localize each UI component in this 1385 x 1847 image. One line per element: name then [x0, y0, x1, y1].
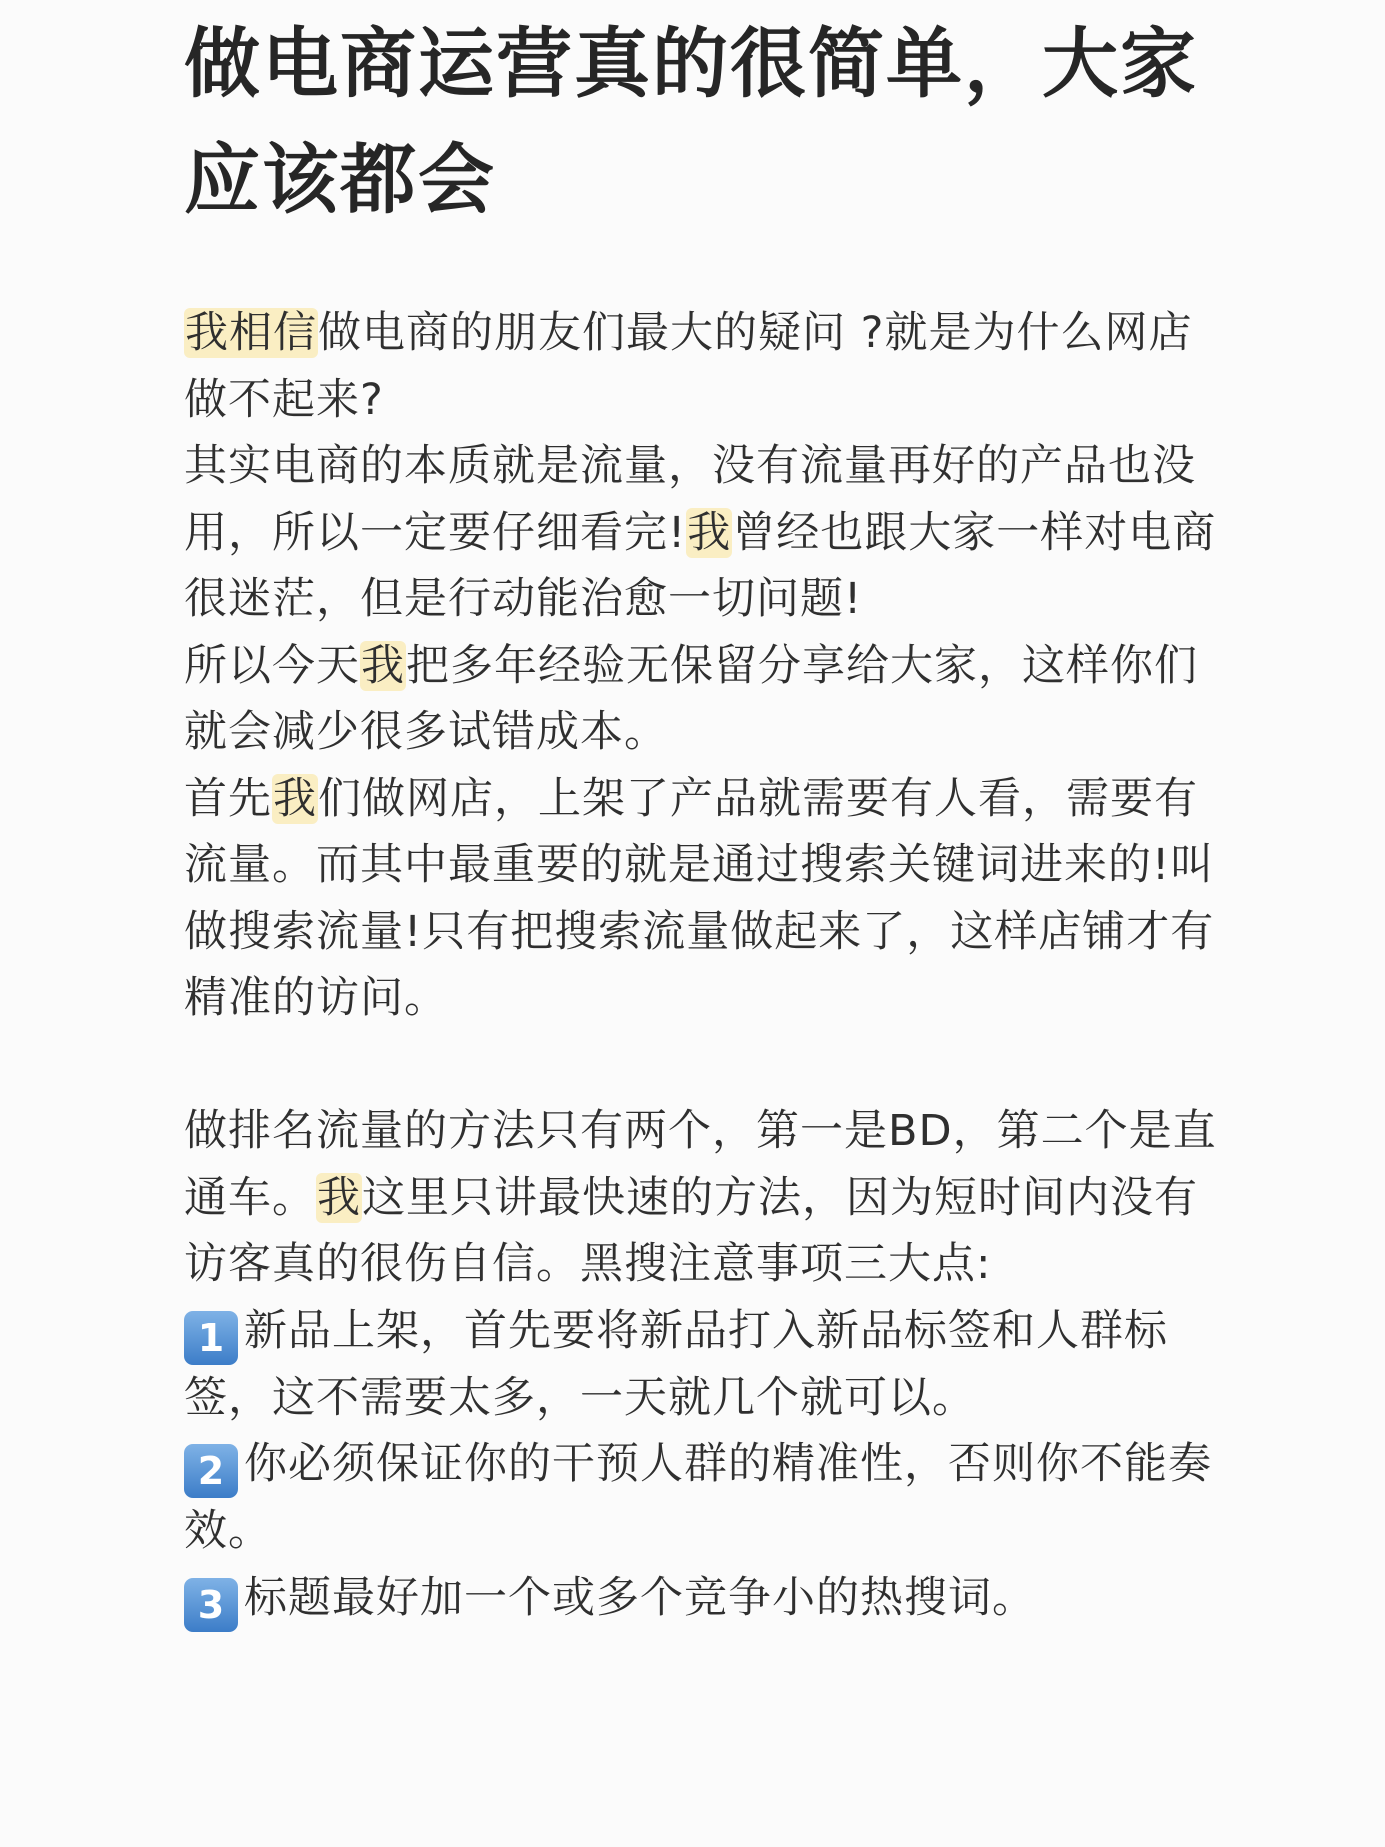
point-text: 你必须保证你的干预人群的精准性，否则你不能奏效。 — [184, 1439, 1212, 1556]
paragraph-text: 做电商的朋友们最大的疑问 ?就是为什么网店做不起来? — [184, 308, 1193, 425]
paragraph-text: 这里只讲最快速的方法，因为短时间内没有访客真的很伤自信。黑搜注意事项三大点: — [184, 1172, 1198, 1289]
keycap-1-icon: 1 — [184, 1311, 238, 1365]
keycap-2-icon: 2 — [184, 1444, 238, 1498]
point-text: 标题最好加一个或多个竞争小的热搜词。 — [244, 1572, 1036, 1623]
paragraph-intro — [184, 300, 1225, 433]
paragraph-methods — [184, 1098, 1225, 1298]
highlighted-text: 我 — [317, 1172, 361, 1223]
list-item-point-2 — [184, 1431, 1225, 1565]
highlighted-text: 我 — [687, 507, 732, 558]
highlighted-text: 我 — [361, 640, 405, 691]
highlighted-text: 我相信 — [185, 308, 317, 358]
article-body — [184, 300, 1225, 1632]
highlighted-text: 我 — [273, 773, 317, 824]
paragraph-spacer — [184, 1032, 1225, 1099]
paragraph-essence — [184, 433, 1225, 633]
paragraph-text: 做排名流量的方法只有两个，第一是BD，第二个是直通车。 — [184, 1106, 1217, 1223]
list-item-point-3 — [184, 1565, 1225, 1632]
article-title: 做电商运营真的很简单，大家应该都会 — [184, 19, 1198, 224]
paragraph-text: 们做网店，上架了产品就需要有人看，需要有流量。而其中最重要的就是通过搜索关键词进来的!叫做搜索流量!只有把搜索流量做起来了，这样店铺才有精准的访问。 — [184, 773, 1215, 1023]
paragraph-text: 所以今天 — [184, 640, 360, 691]
list-item-point-1 — [184, 1298, 1225, 1432]
paragraph-search-traffic — [184, 766, 1225, 1032]
paragraph-text: 曾经也跟大家一样对电商很迷茫，但是行动能治愈一切问题! — [184, 507, 1217, 624]
paragraph-text: 其实电商的本质就是流量，没有流量再好的产品也没用，所以一定要仔细看完! — [184, 441, 1196, 558]
paragraph-share — [184, 633, 1225, 766]
keycap-3-icon: 3 — [184, 1578, 238, 1632]
paragraph-text: 把多年经验无保留分享给大家，这样你们就会减少很多试错成本。 — [184, 640, 1198, 757]
point-text: 新品上架，首先要将新品打入新品标签和人群标签，这不需要太多，一天就几个就可以。 — [184, 1305, 1168, 1423]
paragraph-text: 首先 — [184, 773, 272, 824]
